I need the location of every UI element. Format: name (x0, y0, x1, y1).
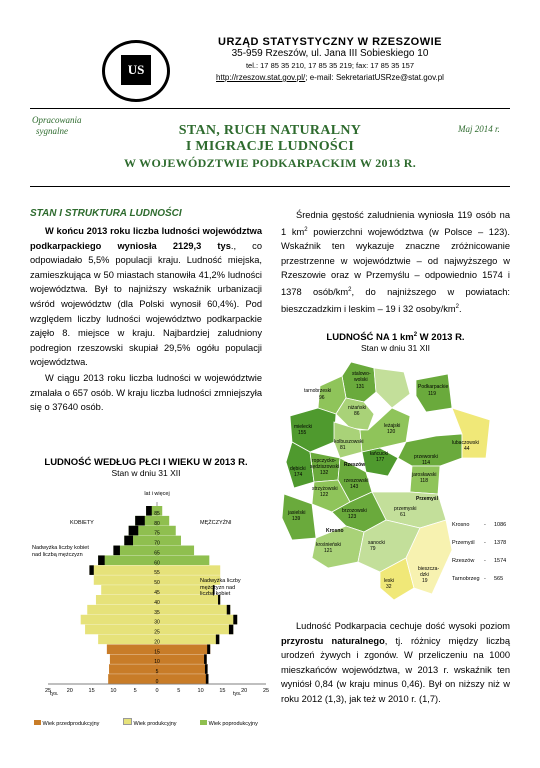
value-przeworski: 114 (422, 460, 430, 466)
age-tick: 5 (155, 669, 159, 676)
series-label (32, 115, 82, 137)
value-lancucki: 177 (376, 457, 385, 463)
bar-women-45 (101, 585, 157, 595)
title-line1: STAN, RUCH NATURALNY (178, 123, 362, 138)
pyramid-legend (30, 718, 262, 727)
p3-part-b: powierzchni województwa (w Polsce – 123). Wskaźnik ten wykazuje znaczne zróżnicowanie przestrzenne w województwie – od najwyższego w Rzeszowie oraz w Przemyślu – odpowiednio 1574 i 1378 osób/km (281, 226, 510, 298)
pyramid-title: LUDNOŚĆ WEDŁUG PŁCI I WIEKU W 2013 R. (44, 457, 248, 468)
bar-women-60 (98, 555, 157, 565)
value-nizanski: 86 (354, 411, 360, 417)
value-lubaczowski: 44 (464, 446, 470, 452)
x-tick: 5 (133, 688, 137, 694)
bar-women-5 (109, 664, 157, 674)
bar-women-15 (107, 644, 157, 654)
bar-men-55 (157, 565, 220, 575)
p3-part-a: Średnia gęstość zaludnienia wyniosła 119 osób na 1 km (281, 210, 510, 237)
value-debicki: 174 (294, 472, 303, 478)
legend-pre: Wiek przedprodukcyjny (42, 721, 100, 727)
excess-women-65 (113, 546, 120, 556)
p3-sup3: 2 (455, 303, 459, 310)
bar-men-65 (157, 546, 194, 556)
title-line2: I MIGRACJE LUDNOŚCI (185, 139, 355, 154)
label-stalowowolski: stalowo- (352, 371, 371, 377)
label-podkarpackie: Podkarpackie (418, 384, 449, 390)
pyramid-chart-title-block (30, 457, 262, 478)
age-tick: 40 (154, 599, 160, 606)
right-column-text-2 (281, 619, 510, 708)
value-strzyzowski: 122 (320, 492, 329, 498)
office-address: 35-959 Rzeszów, ul. Jana III Sobieskiego 10 (231, 48, 429, 59)
legend-post: Wiek poprodukcyjny (208, 721, 258, 727)
bar-men-30 (157, 615, 237, 625)
p4-part-c: , tj. różnicy między liczbą urodzeń żywych i zgonów. W przeliczeniu na 1000 mieszkańców województwa, w 2013 r. wskaźnik ten wyniósł 0,84 (w kraju minus 0,46). Był on niższy niż w roku 2012 (1,3), jak też w 2010 r. (1,7). (281, 635, 511, 704)
label-tarnobrzeski: tarnobrzeski (304, 388, 332, 394)
label-strzyzowski: strzyżowski (312, 486, 338, 492)
bar-men-20 (157, 635, 219, 645)
paragraph-2: W ciągu 2013 roku liczba ludności w województwie zmalała o 657 osób. W kraju liczba ludności zmniejszyła się o 37640 osób. (30, 372, 262, 413)
label-leski: leski (384, 578, 395, 584)
value-jasielski: 139 (292, 516, 301, 522)
x-tick: 20 (241, 688, 248, 694)
bar-women-30 (81, 615, 157, 625)
legend-dash-rzeszow: - (484, 558, 486, 564)
age-tick: 45 (154, 590, 160, 596)
p4-part-a: Ludność Podkarpacia cechuje dość wysoki poziom (296, 621, 510, 631)
density-map (276, 362, 516, 612)
age-tick: 50 (154, 580, 160, 587)
excess-women-75 (129, 526, 139, 536)
label-bieszczadzki: bieszcza- (418, 566, 440, 572)
excess-women-80 (135, 516, 145, 526)
right-column-text (281, 208, 510, 317)
annotation-men: Nadwyżka liczby mężczyzn nad liczbą kobiet (200, 578, 241, 597)
value-ropczycko: 132 (320, 470, 329, 476)
excess-men-0 (206, 674, 209, 684)
value-krosnienski: 121 (324, 548, 333, 554)
label-debicki: dębicki (290, 466, 306, 472)
left-column-text (30, 224, 262, 416)
x-tick: 15 (219, 688, 226, 694)
men-label: MĘŻCZYŹNI (200, 520, 232, 526)
label-ropczycko: ropczycko- (312, 458, 337, 464)
label-przeworski: przeworski (414, 454, 438, 460)
value-lezajski: 120 (387, 429, 396, 435)
map-title-text: LUDNOŚĆ NA 1 km (326, 332, 414, 344)
bar-women-25 (85, 625, 157, 635)
excess-women-60 (98, 555, 105, 565)
x-tick: 0 (155, 688, 159, 694)
legend-swatch-pre (34, 720, 41, 725)
x-tick: 25 (44, 688, 52, 694)
age-tick: 25 (154, 629, 160, 636)
bar-men-15 (157, 644, 210, 654)
label-lubaczowski: lubaczowski (452, 440, 479, 446)
p3-part-c: , do najniższego w powiatach: bieszczadzkim i leskim – 19 i 32 osoby/km (281, 287, 511, 314)
value-bieszczadzki: 19 (422, 578, 428, 584)
p4-bold: przyrostu naturalnego (281, 635, 385, 646)
p3-sup2: 2 (348, 287, 352, 294)
excess-men-20 (216, 635, 219, 645)
age-tick: 55 (154, 570, 160, 577)
series-label-line2: sygnalne (36, 126, 68, 136)
legend-value-przemysl: 1378 (494, 540, 507, 546)
x-tick: 15 (88, 688, 95, 694)
label-przemysl-city: Przemyśl (416, 496, 438, 502)
map-title-end: W 2013 R. (417, 332, 465, 344)
x-tick: 10 (110, 688, 117, 694)
section-heading: STAN I STRUKTURA LUDNOŚCI (30, 208, 182, 219)
bar-men-5 (157, 664, 208, 674)
paragraph-3 (281, 208, 510, 316)
age-tick: 0 (155, 679, 159, 685)
unit-left: tys. (50, 691, 59, 697)
label-kolbuszowski: kolbuszowski (334, 439, 364, 445)
legend-swatch-post (200, 720, 207, 725)
label-przemyski: przemyski (394, 506, 417, 512)
age-tick: 60 (154, 560, 160, 567)
value-tarnobrzeski: 96 (319, 395, 325, 401)
legend-swatch-prod (123, 718, 132, 725)
excess-women-70 (124, 536, 133, 546)
excess-men-35 (227, 605, 230, 615)
paragraph-1-rest: ., co odpowiadało 5,5% populacji kraju. Ludność miejska, zamieszkująca w 50 miastach stanowiła 41,2% ludności województwa. Był to najniższy wskaźnik urbanizacji wśród województw (dla Polski wynosił 60,4%). Pod względem liczby ludności województwo podkarpackie zajęło 8. miejsce w kraju. Najbardziej zaludniony podregion rzeszowski skupiał 29,5% ogółu populacji województwa. (30, 240, 263, 368)
bar-women-50 (94, 575, 157, 585)
population-pyramid (30, 484, 270, 724)
age-tick: 35 (154, 609, 160, 616)
office-header (180, 36, 480, 84)
label-rzeszowski: rzeszowski (344, 478, 369, 484)
label-jasielski: jasielski (288, 510, 306, 516)
email-text: ; e-mail: SekretariatUSRze@stat.gov.pl (305, 73, 444, 82)
excess-men-5 (205, 664, 208, 674)
paragraph-1 (30, 224, 262, 370)
unit-right: tys. (233, 691, 242, 697)
value-stalowowolski: 131 (356, 384, 365, 390)
p3-part-d: . (458, 303, 462, 314)
value-rzeszowski: 143 (350, 484, 359, 490)
p3-sup1: 2 (304, 226, 308, 233)
legend-dash-przemysl: - (484, 540, 486, 546)
label-rzeszow-city: Rzeszów (344, 462, 366, 468)
website-link[interactable]: http://rzeszow.stat.gov.pl/ (216, 73, 306, 82)
logo-mark: US (121, 55, 151, 85)
bar-men-35 (157, 605, 230, 615)
label-lancucki: łańcucki (370, 451, 389, 457)
title-rule (30, 186, 510, 187)
bar-women-10 (110, 654, 157, 664)
us-logo (102, 40, 170, 102)
legend-city-krosno: Krosno (452, 522, 470, 528)
legend-city-przemysl: Przemyśl (452, 540, 475, 546)
excess-men-30 (233, 615, 237, 625)
label-mielecki: mielecki (294, 424, 313, 430)
legend-value-krosno: 1086 (494, 522, 507, 528)
value-sanocki: 79 (370, 546, 376, 552)
office-phones: tel.: 17 85 35 210, 17 85 35 219; fax: 17 85 35 157 (245, 61, 415, 70)
age-tick: 80 (154, 520, 160, 527)
label-lezajski: leżajski (384, 423, 401, 429)
header-rule (30, 108, 510, 109)
legend-city-tarnobrzeg: Tarnobrzeg (452, 576, 480, 582)
paragraph-4 (281, 619, 510, 707)
series-label-line1: Opracowania (32, 115, 82, 125)
region-przeworski (398, 434, 462, 466)
map-title (281, 332, 510, 343)
value-leski: 32 (386, 584, 392, 590)
age-tick: 70 (154, 540, 160, 547)
map-title-block (281, 332, 510, 353)
label-krosno-city: Krosno (326, 528, 344, 534)
bar-men-10 (157, 654, 207, 664)
value-jaroslawski: 118 (420, 478, 428, 484)
label-nizanski: niżański (348, 405, 367, 411)
bar-women-35 (87, 605, 157, 615)
bar-men-75 (157, 526, 176, 536)
bar-women-40 (96, 595, 157, 605)
age-axis-label: lat i więcej (144, 491, 170, 497)
label-stalowowolski-2: wolski (354, 377, 368, 383)
region-lezajski-north (374, 368, 410, 408)
label-jaroslawski: jarosławski (412, 472, 437, 478)
value-mielecki: 155 (298, 430, 307, 436)
label-sanocki: sanocki (368, 540, 385, 546)
label-krosnienski: krośnieński (316, 542, 342, 548)
label-ropczycko-2: sędziszowski (310, 464, 340, 470)
legend-value-tarnobrzeg: 565 (494, 576, 504, 582)
map-subtitle: Stan w dniu 31 XII (361, 343, 430, 354)
excess-men-15 (207, 644, 210, 654)
legend-city-rzeszow: Rzeszów (452, 558, 475, 564)
office-name: URZĄD STATYSTYCZNY W RZESZOWIE (218, 36, 442, 48)
age-tick: 15 (154, 649, 160, 656)
bar-women-20 (98, 635, 157, 645)
label-brzozowski: brzozowski (342, 508, 367, 514)
bar-women-55 (89, 565, 157, 575)
office-contact (180, 72, 480, 84)
age-tick: 75 (154, 530, 160, 537)
age-tick: 20 (154, 639, 160, 646)
pyramid-subtitle: Stan w dniu 31 XII (111, 468, 181, 478)
bar-men-25 (157, 625, 233, 635)
label-bieszczadzki-2: dzki (420, 572, 429, 578)
value-podkarpackie: 119 (428, 391, 436, 397)
title-line3: W WOJEWÓDZTWIE PODKARPACKIM W 2013 R. (123, 156, 416, 170)
legend-value-rzeszow: 1574 (494, 558, 507, 564)
document-title (120, 123, 420, 171)
legend-prod: Wiek produkcyjny (133, 721, 177, 727)
paragraph-1-bold: W końcu 2013 roku liczba ludności województwa podkarpackiego wyniosła 2129,3 tys (30, 226, 262, 251)
excess-men-10 (204, 654, 207, 664)
x-tick: 5 (177, 688, 181, 694)
legend-dash-tarnobrzeg: - (484, 576, 486, 582)
x-tick: 20 (66, 688, 73, 694)
x-tick: 10 (197, 688, 204, 694)
map-title-sup: 2 (413, 332, 418, 338)
x-tick: 25 (262, 688, 270, 694)
bar-men-0 (157, 674, 208, 684)
annotation-women: Nadwyżka liczby kobiet nad liczbą mężczyzn (32, 545, 89, 558)
age-tick: 85 (154, 510, 160, 517)
value-przemyski: 61 (400, 512, 406, 518)
excess-women-85 (146, 506, 152, 516)
bar-men-60 (157, 555, 209, 565)
value-kolbuszowski: 81 (340, 445, 346, 451)
legend-dash-krosno: - (484, 522, 486, 528)
excess-women-55 (89, 565, 93, 575)
women-label: KOBIETY (70, 520, 94, 526)
excess-men-25 (229, 625, 233, 635)
age-tick: 10 (154, 659, 160, 666)
age-tick: 65 (154, 550, 160, 557)
value-brzozowski: 123 (348, 514, 357, 520)
publication-date: Maj 2014 r. (458, 124, 500, 134)
bar-men-70 (157, 536, 181, 546)
age-tick: 30 (154, 619, 160, 626)
bar-women-0 (108, 674, 157, 684)
